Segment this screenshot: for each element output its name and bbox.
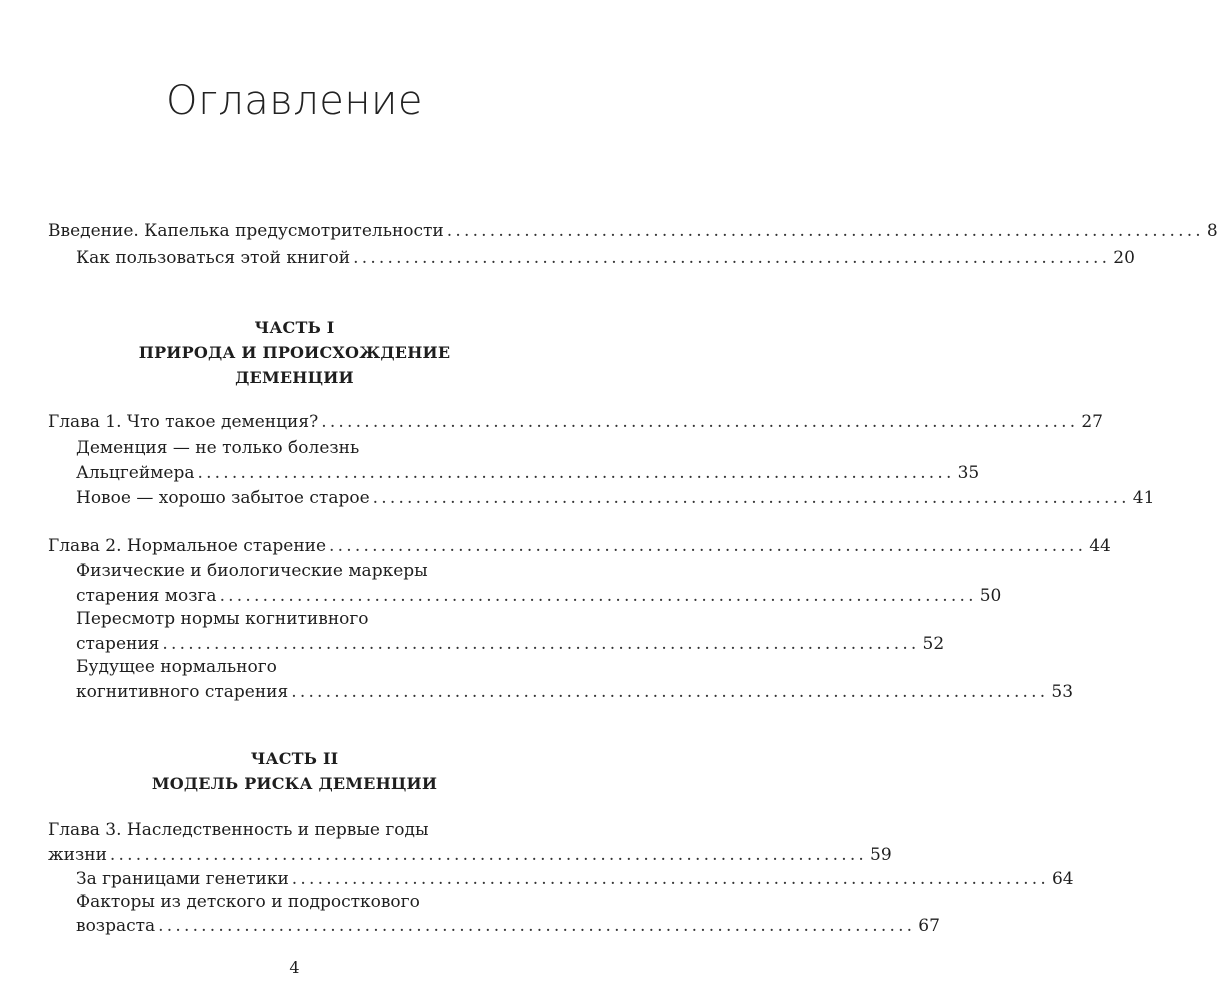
part-title: МОДЕЛЬ РИСКА ДЕМЕНЦИИ bbox=[151, 774, 438, 793]
toc-entry-text[interactable] bbox=[76, 890, 536, 914]
toc-entry-how-to-use[interactable] bbox=[76, 246, 1135, 270]
leader-dots: ........................................................................................ bbox=[321, 412, 1079, 432]
toc-entry-text[interactable] bbox=[48, 818, 536, 842]
toc-entry-text-line: Деменция — не только болезнь bbox=[76, 438, 360, 458]
part-title: ДЕМЕНЦИИ bbox=[235, 368, 354, 387]
toc-page-number: 8 bbox=[1206, 221, 1218, 241]
leader-dots: ........................................................................................ bbox=[291, 682, 1049, 702]
toc-entry-text[interactable] bbox=[76, 655, 536, 679]
toc-page-number: 35 bbox=[957, 463, 980, 483]
toc-entry-chapter-3[interactable] bbox=[48, 843, 892, 867]
toc-entry-text: Новое — хорошо забытое старое bbox=[76, 488, 370, 508]
leader-dots: ........................................................................................ bbox=[353, 248, 1111, 268]
toc-entry-text: жизни bbox=[48, 845, 107, 865]
toc-entry-alzheimer[interactable] bbox=[76, 461, 980, 485]
toc-entry-text: старения bbox=[76, 634, 160, 654]
leader-dots: ........................................................................................ bbox=[446, 221, 1204, 241]
toc-page-number: 67 bbox=[918, 916, 940, 936]
toc-entry-text: Введение. Капелька предусмотрительности bbox=[48, 221, 444, 241]
toc-page-number: 41 bbox=[1132, 488, 1155, 508]
leader-dots: ........................................................................................ bbox=[291, 869, 1049, 889]
leader-dots: ........................................................................................ bbox=[372, 488, 1130, 508]
toc-page-number: 20 bbox=[1113, 248, 1135, 268]
toc-entry-text: Как пользоваться этой книгой bbox=[76, 248, 351, 268]
toc-entry-chapter-1[interactable] bbox=[48, 410, 1103, 434]
toc-page-number: 27 bbox=[1081, 412, 1103, 432]
toc-entry-text: Глава 1. Что такое деменция? bbox=[48, 412, 319, 432]
toc-entry-text: Глава 2. Нормальное старение bbox=[48, 536, 327, 556]
part-label: ЧАСТЬ II bbox=[250, 749, 339, 768]
toc-entry-chapter-2[interactable] bbox=[48, 534, 1111, 558]
toc-entry-text-line: Пересмотр нормы когнитивного bbox=[76, 609, 369, 629]
toc-page-number: 53 bbox=[1051, 682, 1074, 702]
toc-entry-text[interactable] bbox=[76, 436, 536, 460]
page-number: 4 bbox=[289, 958, 300, 977]
leader-dots: ........................................................................................ bbox=[219, 586, 977, 606]
toc-entry-text: Альцгеймера bbox=[76, 463, 195, 483]
toc-entry-brain-markers[interactable] bbox=[76, 584, 1002, 608]
toc-entry-text: старения мозга bbox=[76, 586, 217, 606]
toc-entry-cognitive-norm[interactable] bbox=[76, 632, 945, 656]
leader-dots: ........................................................................................ bbox=[329, 536, 1087, 556]
toc-page-number: 50 bbox=[979, 586, 1002, 606]
toc-entry-text-line: Будущее нормального bbox=[76, 657, 277, 677]
page-title: Оглавление bbox=[166, 78, 423, 124]
toc-entry-text[interactable] bbox=[76, 607, 536, 631]
leader-dots: ........................................................................................ bbox=[158, 916, 916, 936]
toc-entry-new-old[interactable] bbox=[76, 486, 1155, 510]
toc-entry-text-line: Факторы из детского и подросткового bbox=[76, 892, 420, 912]
toc-entry-text-line: Глава 3. Наследственность и первые годы bbox=[48, 820, 429, 840]
toc-page-number: 52 bbox=[922, 634, 945, 654]
toc-entry-text: возраста bbox=[76, 916, 156, 936]
toc-page-number: 59 bbox=[870, 845, 892, 865]
toc-entry-beyond-genetics[interactable] bbox=[76, 867, 1074, 891]
part-title: ПРИРОДА И ПРОИСХОЖДЕНИЕ bbox=[138, 343, 451, 362]
leader-dots: ........................................................................................ bbox=[197, 463, 955, 483]
toc-entry-text[interactable] bbox=[76, 559, 536, 583]
leader-dots: ........................................................................................ bbox=[109, 845, 868, 865]
toc-entry-future-aging[interactable] bbox=[76, 680, 1074, 704]
toc-entry-text: когнитивного старения bbox=[76, 682, 289, 702]
toc-entry-text-line: Физические и биологические маркеры bbox=[76, 561, 428, 581]
part-label: ЧАСТЬ I bbox=[254, 318, 335, 337]
toc-page-number: 64 bbox=[1051, 869, 1074, 889]
toc-entry-intro[interactable] bbox=[48, 219, 1218, 243]
toc-entry-text: За границами генетики bbox=[76, 869, 289, 889]
leader-dots: ........................................................................................ bbox=[162, 634, 920, 654]
toc-page-number: 44 bbox=[1089, 536, 1111, 556]
toc-entry-childhood-factors[interactable] bbox=[76, 914, 940, 938]
